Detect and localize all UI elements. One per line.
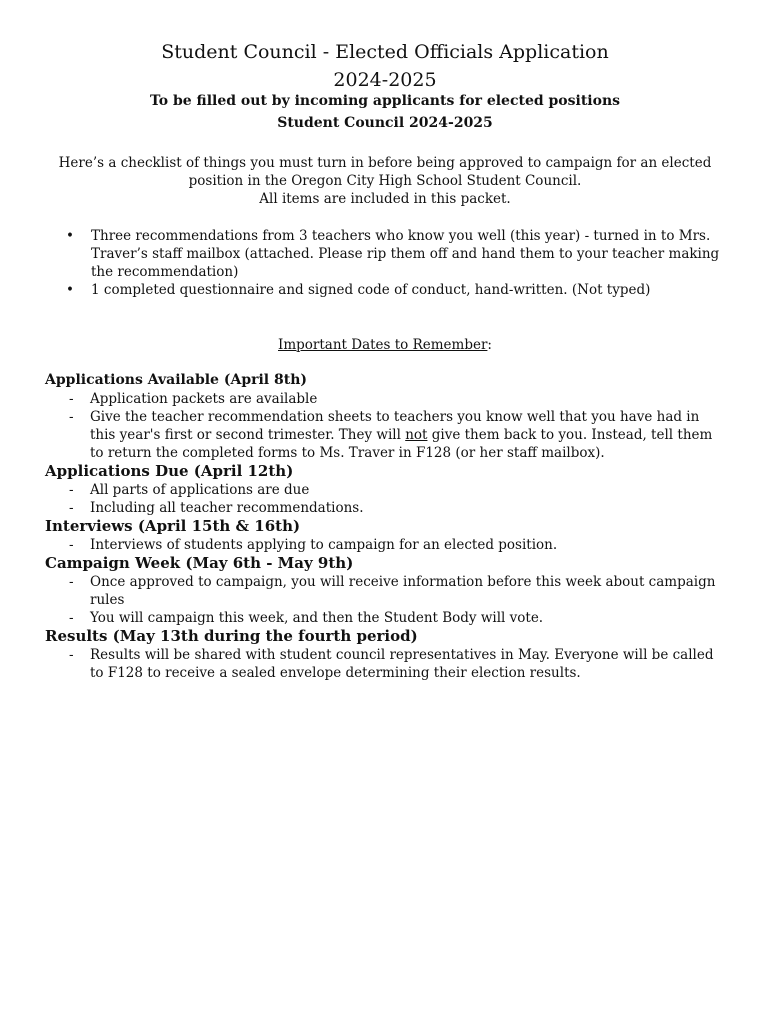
section-title-applications-due: Applications Due (April 12th)	[45, 462, 294, 480]
intro-line-1: Here’s a checklist of things you must turn in before being approved to campaign for an elected position in the Oregon City High School Student Council.	[58, 155, 712, 189]
important-dates-heading	[0, 336, 770, 354]
list-item: - Interviews of students applying to campaign for an elected position.	[45, 536, 726, 554]
section-items	[45, 390, 726, 462]
intro-line-2: All items are included in this packet.	[259, 191, 511, 207]
document-title	[0, 38, 770, 94]
section-items	[45, 536, 726, 554]
list-item: - Including all teacher recommendations.	[45, 499, 726, 517]
checklist-item: • Three recommendations from 3 teachers who know you well (this year) - turned in to Mrs. Traver’s staff mailbox (attached. Please rip them off and hand them to your teacher making the recommendation)	[66, 227, 726, 281]
important-dates-colon: :	[487, 337, 492, 353]
list-item: - Application packets are available	[45, 390, 726, 408]
section-title-campaign-week: Campaign Week (May 6th - May 9th)	[45, 554, 354, 572]
checklist	[66, 227, 726, 299]
section-title-applications-available: Applications Available (April 8th)	[45, 372, 308, 388]
important-dates-label: Important Dates to Remember	[278, 337, 488, 353]
title-line-2: 2024-2025	[333, 69, 437, 91]
checklist-item: • 1 completed questionnaire and signed code of conduct, hand-written. (Not typed)	[66, 281, 726, 299]
list-item: - All parts of applications are due	[45, 481, 726, 499]
list-item: - Once approved to campaign, you will receive information before this week about campaign rules	[45, 573, 726, 609]
list-item	[45, 408, 726, 462]
section-items	[45, 481, 726, 517]
date-schedule	[45, 371, 726, 682]
section-items	[45, 646, 726, 682]
emphasis-not: not	[405, 427, 428, 443]
subtitle-year: Student Council 2024-2025	[277, 115, 493, 131]
subtitle-applicants: To be filled out by incoming applicants for elected positions	[149, 93, 621, 109]
section-title-interviews: Interviews (April 15th & 16th)	[45, 517, 301, 535]
section-title-results: Results (May 13th during the fourth period)	[45, 627, 418, 645]
section-items	[45, 573, 726, 627]
title-line-1: Student Council - Elected Officials Application	[161, 41, 609, 63]
item-text: give them back to you. Instead, tell them to return the completed forms to Ms. Traver in F128 (or her staff mailbox).	[90, 427, 713, 461]
item-text: Give the teacher recommendation sheets to teachers you know well that you have had in this year's first or second trimester. They will	[90, 409, 700, 443]
intro-paragraph	[40, 154, 730, 208]
list-item: - Results will be shared with student council representatives in May. Everyone will be called to F128 to receive a sealed envelope determining their election results.	[45, 646, 726, 682]
list-item: - You will campaign this week, and then the Student Body will vote.	[45, 609, 726, 627]
